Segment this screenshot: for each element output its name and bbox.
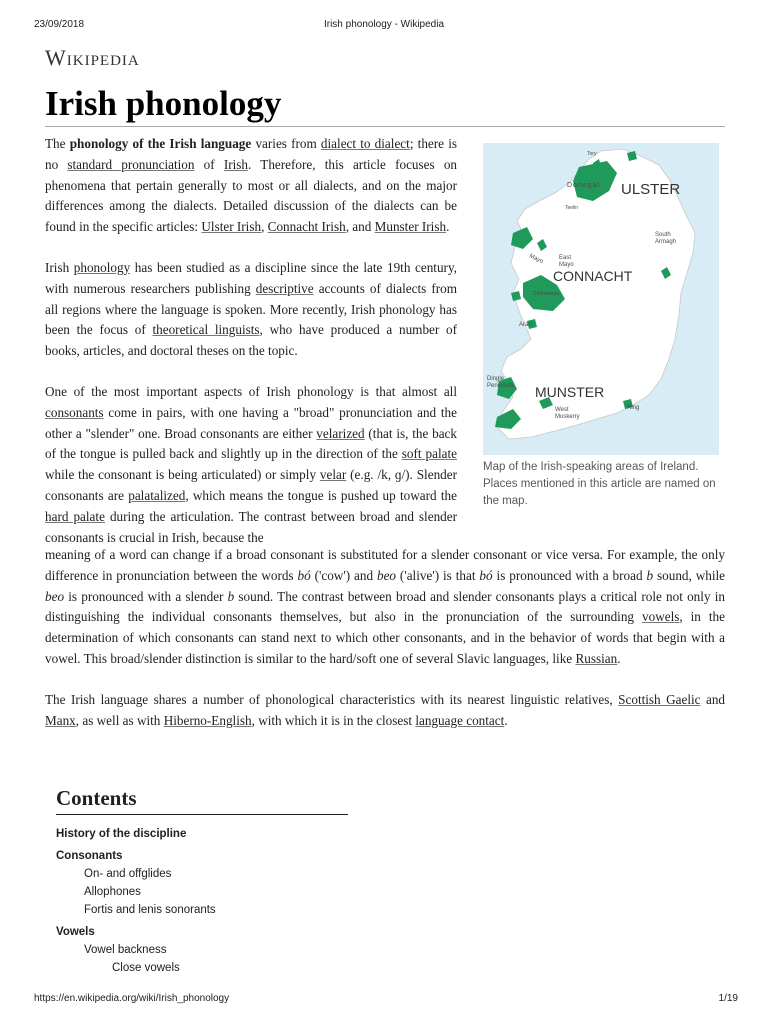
link-phonology[interactable]: phonology — [73, 259, 131, 275]
link-connacht-irish[interactable]: Connacht Irish — [267, 219, 346, 235]
print-date: 23/09/2018 — [34, 19, 85, 30]
map-label-west-muskerry-2: Muskerry — [555, 414, 580, 420]
link-language-contact[interactable]: language contact — [415, 712, 505, 728]
map-label-dingle-2: Peninsula — [487, 383, 514, 389]
toc-item-history[interactable]: History of the discipline — [56, 828, 187, 840]
map-label-east-mayo-2: Mayo — [559, 262, 574, 268]
paragraph-3-end: meaning of a word can change if a broad consonant is substituted for a slender consonant or vice versa. For example, the only difference in pronunciation between the words bó ('cow') and beo ('alive') is that bó is pronounced with a broad b sound, while beo is pronounced with a slender b sound. The contrast between broad and slender consonants plays a critical role not only in distinguishing the individual consonants themselves, but also in the pronunciation of the surrounding vowels, in the determination of which consonants can stand next to which other consonants, and in the behavior of words that begin with a vowel. This broad/slender distinction is similar to the hard/soft one of several Slavic languages, like Russian. — [45, 547, 726, 666]
map-label-connacht: CONNACHT — [553, 268, 633, 284]
map-label-ring: Ring — [627, 405, 640, 411]
title-divider — [45, 126, 725, 127]
link-ulster-irish[interactable]: Ulster Irish — [201, 219, 262, 235]
toc-item-consonants[interactable]: Consonants — [56, 850, 123, 862]
link-munster-irish[interactable]: Munster Irish — [374, 219, 447, 235]
map-label-tory: Tory — [587, 151, 597, 157]
page-title: Irish phonology — [45, 84, 282, 123]
toc-item-close-vowels[interactable]: Close vowels — [112, 962, 180, 974]
link-descriptive[interactable]: descriptive — [255, 280, 314, 296]
link-irish[interactable]: Irish — [223, 156, 249, 172]
paragraph-1: The phonology of the Irish language varies from dialect to dialect; there is no standard pronunciation of Irish. Therefore, this article focuses on phenomena that pertain generally to most or all dialects, and on the major differences among the dialects. Detailed discussion of the dialects can be found in the specific articles: Ulster Irish, Connacht Irish, and Munster Irish. — [45, 136, 458, 235]
paragraph-4: The Irish language shares a number of phonological characteristics with its nearest linguistic relatives, Scottish Gaelic and Manx, as well as with Hiberno-English, with which it is in the closest language contact. — [45, 691, 726, 728]
print-url: https://en.wikipedia.org/wiki/Irish_phonology — [34, 993, 230, 1004]
link-velar[interactable]: velar — [319, 467, 347, 483]
article-intro — [45, 134, 457, 568]
print-title: Irish phonology - Wikipedia — [323, 19, 445, 30]
toc-item-fortis-lenis-sonorants[interactable]: Fortis and lenis sonorants — [84, 904, 216, 916]
map-caption: Map of the Irish-speaking areas of Ireland. Places mentioned in this article are named on the map. — [483, 461, 716, 507]
map-label-east-mayo-1: East — [559, 255, 572, 261]
map-label-dingle-1: Dingle — [487, 376, 505, 382]
toc-item-allophones[interactable]: Allophones — [84, 886, 141, 898]
link-theoretical-linguists[interactable]: theoretical linguists — [152, 322, 260, 338]
map-label-south-armagh-2: Armagh — [655, 239, 677, 245]
map-label-connemara: Connemara — [533, 291, 560, 297]
link-manx[interactable]: Manx — [45, 712, 76, 728]
print-header — [0, 19, 768, 33]
map-label-aran: Aran — [519, 322, 532, 328]
paragraph-3-start: One of the most important aspects of Irish phonology is that almost all consonants come in pairs, with one having a "broad" pronunciation and the other a "slender" one. Broad consonants are either velarized (that is, the back of the tongue is pulled back and slightly up in the direction of the soft palate while the consonant is being articulated) or simply velar (e.g. /k, ɡ/). Slender consonants are palatalized, which means the tongue is pushed up toward the hard palate during the articulation. The contrast between broad and slender consonants is crucial in Irish, because the — [45, 383, 458, 545]
article-body-continued — [45, 545, 725, 751]
infobox — [483, 143, 719, 510]
map-label-teelin: Teelin — [565, 205, 579, 211]
link-dialect-to-dialect[interactable]: dialect to dialect — [320, 136, 410, 151]
map-label-munster: MUNSTER — [535, 384, 605, 400]
link-consonants[interactable]: consonants — [45, 404, 104, 420]
link-velarized[interactable]: velarized — [316, 425, 365, 441]
table-of-contents — [56, 784, 356, 977]
link-vowels[interactable]: vowels — [642, 609, 680, 625]
wikipedia-wordmark-logo[interactable]: Wikipedia — [45, 45, 140, 70]
map-label-south-armagh-1: South — [655, 232, 671, 238]
irish-speaking-areas-map[interactable] — [483, 143, 719, 455]
link-palatalized[interactable]: palatalized — [128, 487, 186, 503]
link-hiberno-english[interactable]: Hiberno-English — [163, 712, 252, 728]
paragraph-2: Irish phonology has been studied as a discipline since the late 19th century, with numerous researchers publishing descriptive accounts of dialects from all regions where the language is spoken. More recently, Irish phonology has been the focus of theoretical linguists, who have produced a number of books, articles, and doctoral theses on the topic. — [45, 259, 457, 359]
link-soft-palate[interactable]: soft palate — [401, 446, 457, 462]
link-scottish-gaelic[interactable]: Scottish Gaelic — [618, 691, 701, 707]
map-label-west-muskerry-1: West — [555, 407, 569, 413]
link-hard-palate[interactable]: hard palate — [45, 508, 105, 524]
print-page-number: 1/19 — [718, 993, 738, 1004]
toc-item-vowels[interactable]: Vowels — [56, 926, 95, 938]
map-label-ulster: ULSTER — [621, 181, 681, 198]
link-standard-pronunciation[interactable]: standard pronunciation — [67, 156, 195, 172]
map-label-donegal: Donegal — [567, 182, 601, 189]
toc-item-on-and-offglides[interactable]: On- and offglides — [84, 868, 172, 880]
link-russian[interactable]: Russian — [575, 650, 618, 666]
toc-title: Contents — [56, 784, 348, 815]
map-label-mayo: Mayo — [528, 253, 544, 266]
toc-item-vowel-backness[interactable]: Vowel backness — [84, 944, 167, 956]
